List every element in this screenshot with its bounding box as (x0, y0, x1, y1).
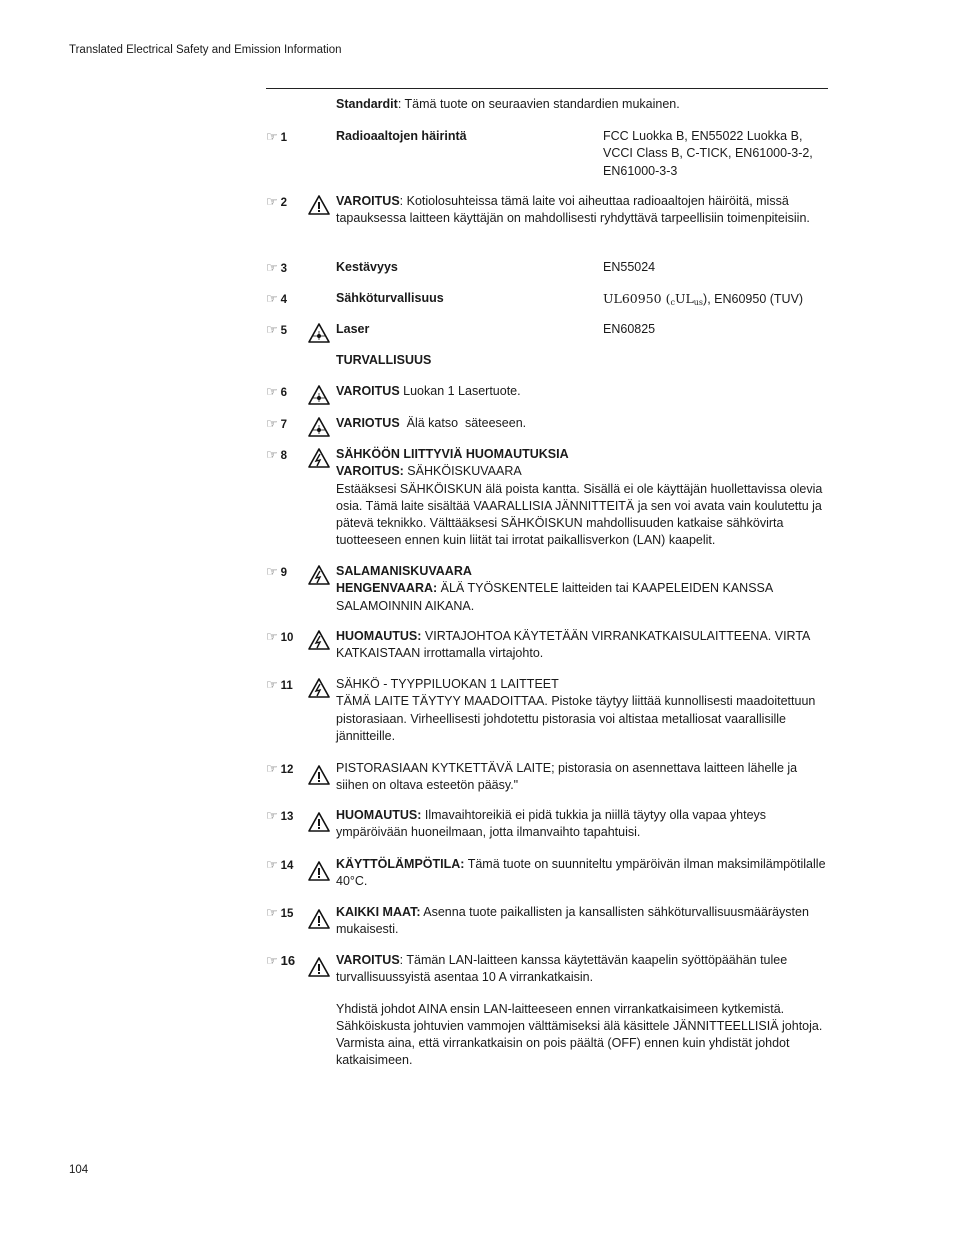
item-label: HENGENVAARA: (336, 581, 438, 596)
item-number: ☞ 9 (266, 564, 288, 579)
pointing-hand-icon: ☞ (266, 291, 278, 306)
item-number: ☞ 11 (266, 677, 293, 692)
item-number: ☞ 14 (266, 857, 294, 872)
pointing-hand-icon: ☞ (266, 194, 278, 209)
item-text: Ilmavaihtoreikiä ei pidä tukkia ja niillä täytyy olla vapaa yhteys ympäröivään huoneilmaan, jotta ilmanvaihto tapahtuisi. (336, 808, 767, 840)
item-text-2: Yhdistä johdot AINA ensin LAN-laitteeseen ennen virrankatkaisimeen kytkemistä. Sähköiskusta johtuvien vammojen välttämiseksi älä käsittele JÄNNITTEELLISIÄ johtoja. Varmista aina, että virrankatkaisin on pois päältä (OFF) ennen kuin yhdistät johdot katkaisimeen. (336, 1001, 823, 1068)
warning-triangle-icon (308, 812, 330, 832)
item-value: EN60825 (603, 322, 656, 336)
item-number: ☞ 1 (266, 129, 288, 144)
item-text: Asenna tuote paikallisten ja kansallisten sähköturvallisuusmääräysten mukaisesti. (336, 905, 809, 937)
item-number: ☞ 15 (266, 905, 294, 920)
pointing-hand-icon: ☞ (266, 808, 278, 823)
item-label: VAROITUS (336, 953, 400, 967)
laser-warning-icon (308, 417, 330, 437)
item-number: ☞ 8 (266, 447, 288, 462)
running-header: Translated Electrical Safety and Emission Information (69, 44, 342, 56)
intro-text: : Tämä tuote on seuraavien standardien mukainen. (397, 97, 680, 111)
item-value: EN55024 (603, 260, 656, 274)
item-label: VAROITUS: (336, 464, 404, 479)
item-label-text: SÄHKÖISKUVAARA (403, 464, 522, 479)
item-label: Sähköturvallisuus (336, 291, 444, 305)
warning-triangle-icon (308, 909, 330, 929)
item-number: ☞ 5 (266, 322, 288, 337)
item-label: VAROITUS (336, 384, 400, 398)
item-label: VARIOTUS (336, 416, 400, 430)
standards-intro (336, 97, 680, 111)
warning-triangle-icon (308, 765, 330, 785)
laser-warning-icon (308, 385, 330, 405)
pointing-hand-icon: ☞ (266, 416, 278, 431)
intro-label: Standardit (336, 97, 398, 111)
item-text: VIRTAJOHTOA KÄYTETÄÄN VIRRANKATKAISULAITTEENA. VIRTA KATKAISTAAN irrottamalla virtajohto. (336, 629, 810, 661)
pointing-hand-icon: ☞ (266, 564, 278, 579)
item-label: HUOMAUTUS: (336, 629, 422, 643)
pointing-hand-icon: ☞ (266, 761, 278, 776)
electric-shock-icon (308, 565, 330, 585)
item-number: ☞ 13 (266, 808, 294, 823)
item-number: ☞ 2 (266, 194, 288, 209)
item-title: SÄHKÖ - TYYPPILUOKAN 1 LAITTEET (336, 677, 559, 691)
page-number: 104 (69, 1164, 89, 1176)
pointing-hand-icon: ☞ (266, 857, 278, 872)
item-number: ☞ 4 (266, 291, 288, 306)
item-label: KAIKKI MAAT: (336, 905, 421, 919)
item-number: ☞ 3 (266, 260, 288, 275)
pointing-hand-icon: ☞ (266, 629, 278, 644)
item-text: : Kotiolosuhteissa tämä laite voi aiheuttaa radioaaltojen häiröitä, missä tapauksessa laitteen käyttäjän on mahdollisesti ryhdyttävä tarpeellisiin toimenpiteisiin. (336, 194, 810, 226)
item-text: : Tämän LAN-laitteen kanssa käytettävän kaapelin syöttöpäähän tulee turvallisuussyistä asentaa 10 A virrankatkaisin. (336, 953, 788, 985)
item-text: TÄMÄ LAITE TÄYTYY MAADOITTAA. Pistoke täytyy liittää kunnollisesti maadoitettuun pistorasiaan. Virheellisesti johdotettu pistorasia voi altistaa metalliosat vaarallisille jännitteille. (336, 694, 816, 743)
pointing-hand-icon: ☞ (266, 260, 278, 275)
item-number: ☞ 12 (266, 761, 294, 776)
item-label: Kestävyys (336, 260, 398, 274)
item-value: FCC Luokka B, EN55022 Luokka B, VCCI Class B, C-TICK, EN61000-3-2, EN61000-3-3 (603, 129, 813, 178)
item-number: ☞ 6 (266, 384, 288, 399)
item-label: Radioaaltojen häirintä (336, 129, 467, 143)
pointing-hand-icon: ☞ (266, 953, 278, 968)
item-text: ÄLÄ TYÖSKENTELE laitteiden tai KAAPELEIDEN KANSSA SALAMOINNIN AIKANA. (336, 581, 773, 613)
item-label: HUOMAUTUS: (336, 808, 422, 822)
warning-triangle-icon (308, 861, 330, 881)
item-text: Luokan 1 Lasertuote. (399, 384, 521, 398)
item-number: ☞ 16 (266, 953, 296, 968)
pointing-hand-icon: ☞ (266, 677, 278, 692)
section-heading-text: TURVALLISUUS (336, 353, 432, 367)
item-label: VAROITUS (336, 194, 400, 208)
warning-triangle-icon (308, 957, 330, 977)
pointing-hand-icon: ☞ (266, 447, 278, 462)
warning-triangle-icon (308, 195, 330, 215)
electric-shock-icon (308, 678, 330, 698)
item-label: KÄYTTÖLÄMPÖTILA: (336, 857, 465, 871)
item-text: Tämä tuote on suunniteltu ympäröivän ilman maksimilämpötilalle 40°C. (336, 857, 826, 889)
laser-warning-icon (308, 323, 330, 343)
item-title: SALAMANISKUVAARA (336, 564, 472, 578)
header-rule (266, 88, 828, 89)
pointing-hand-icon: ☞ (266, 384, 278, 399)
pointing-hand-icon: ☞ (266, 905, 278, 920)
electric-shock-icon (308, 630, 330, 650)
electric-shock-icon (308, 448, 330, 468)
item-title: SÄHKÖÖN LIITTYVIÄ HUOMAUTUKSIA (336, 447, 569, 461)
item-number: ☞ 10 (266, 629, 294, 644)
pointing-hand-icon: ☞ (266, 322, 278, 337)
item-value: UL60950 $(_cUL_{us})$, EN60950 (TUV) (603, 291, 804, 307)
pointing-hand-icon: ☞ (266, 129, 278, 144)
item-text: Älä katso säteeseen. (399, 416, 527, 430)
item-number: ☞ 7 (266, 416, 288, 431)
item-text: PISTORASIAAN KYTKETTÄVÄ LAITE; pistorasia on asennettava laitteen lähelle ja siihen on oltava esteetön pääsy." (336, 761, 798, 793)
item-text: Estääksesi SÄHKÖISKUN älä poista kantta. Sisällä ei ole käyttäjän huollettavissa olevia osia. Tämä laite sisältää VAARALLISIA JÄNNITTEITÄ ja sen voi avata vain koulutettu ja pätevä teknikko. Välttääksesi SÄHKÖISKUN mahdollisuuden katkaise sähkövirta tuotteeseen ennen kuin liität tai irrotat paikallisverkon (LAN) kaapelit. (336, 481, 823, 548)
item-label: Laser (336, 322, 370, 336)
